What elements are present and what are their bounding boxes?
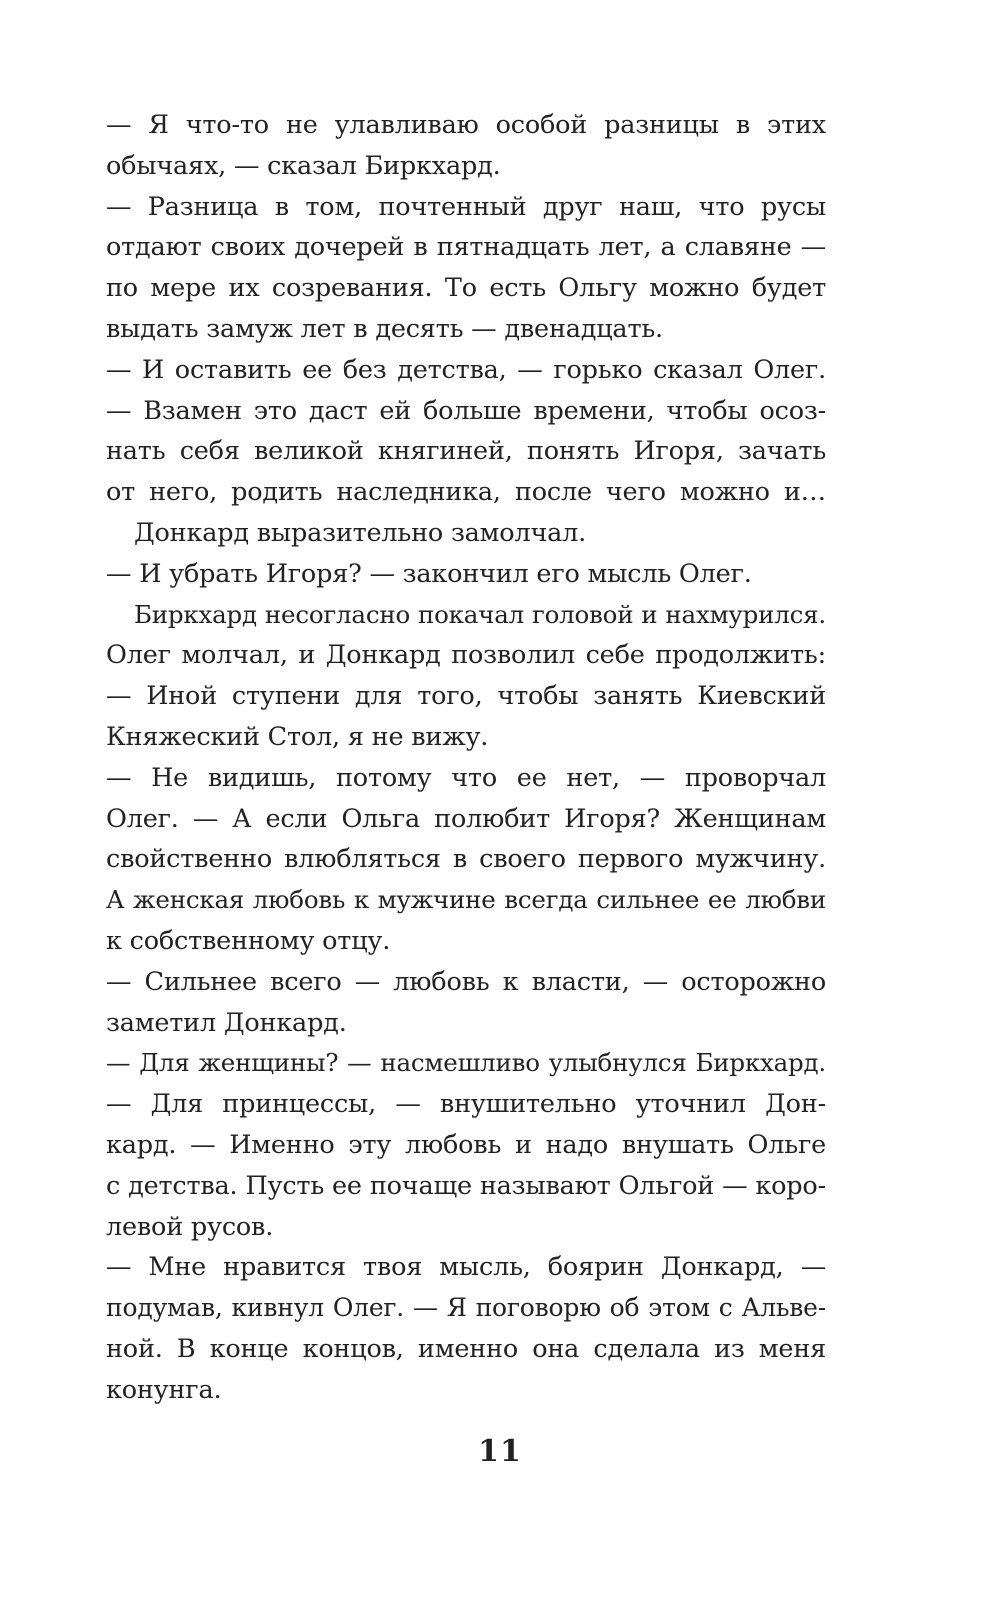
text-line: — Для принцессы, — внушительно уточнил Дон- — [106, 1089, 826, 1120]
text-line: заметил Донкард. — [106, 1007, 347, 1038]
text-line: — Иной ступени для того, чтобы занять Киевский — [106, 681, 826, 712]
text-line: по мере их созревания. То есть Ольгу можно будет — [106, 273, 826, 304]
text-line: Княжеский Стол, я не вижу. — [106, 721, 489, 752]
text-line: — Сильнее всего — любовь к власти, — осторожно — [106, 966, 826, 997]
text-line: Олег. — А если Ольга полюбит Игоря? Женщинам — [106, 803, 826, 834]
text-line: Биркхард несогласно покачал головой и нахмурился. — [134, 599, 826, 629]
text-line: — И убрать Игоря? — закончил его мысль Олег. — [106, 558, 752, 589]
text-line: левой русов. — [106, 1211, 274, 1242]
text-line: нать себя великой княгиней, понять Игоря, зачать — [106, 436, 826, 467]
text-line: кард. — Именно эту любовь и надо внушать Ольге — [106, 1129, 826, 1160]
text-line: подумав, кивнул Олег. — Я поговорю об этом с Альве- — [106, 1293, 826, 1323]
text-line: — Для женщины? — насмешливо улыбнулся Биркхард. — [106, 1048, 826, 1078]
text-line: отдают своих дочерей в пятнадцать лет, а славяне — — [106, 232, 826, 263]
text-line: свойственно влюбляться в своего первого мужчину. — [106, 844, 826, 875]
text-line: обычаях, — сказал Биркхард. — [106, 150, 501, 181]
text-line: ной. В конце концов, именно она сделала из меня — [106, 1333, 826, 1364]
text-line: к собственному отцу. — [106, 925, 391, 956]
text-line: — Мне нравится твоя мысль, боярин Донкард, — — [106, 1252, 826, 1283]
body-text — [106, 105, 826, 1411]
text-line: — Я что-то не улавливаю особой разницы в этих — [106, 110, 826, 140]
text-line: — Взамен это даст ей больше времени, чтобы осоз- — [106, 395, 826, 426]
text-line: — Не видишь, потому что ее нет, — проворчал — [106, 762, 826, 793]
text-line: А женская любовь к мужчине всегда сильнее ее любви — [106, 885, 826, 915]
text-line: — И оставить ее без детства, — горько сказал Олег. — [106, 354, 826, 385]
text-line: Олег молчал, и Донкард позволил себе продолжить: — [106, 640, 826, 671]
text-line: выдать замуж лет в десять — двенадцать. — [106, 313, 663, 344]
text-line: — Разница в том, почтенный друг наш, что русы — [106, 191, 826, 222]
text-line: с детства. Пусть ее почаще называют Ольгой — коро- — [106, 1170, 826, 1201]
text-line: Донкард выразительно замолчал. — [134, 517, 587, 548]
page-number: 11 — [478, 1434, 522, 1469]
text-line: от него, родить наследника, после чего можно и… — [106, 477, 826, 508]
text-line: конунга. — [106, 1374, 222, 1405]
